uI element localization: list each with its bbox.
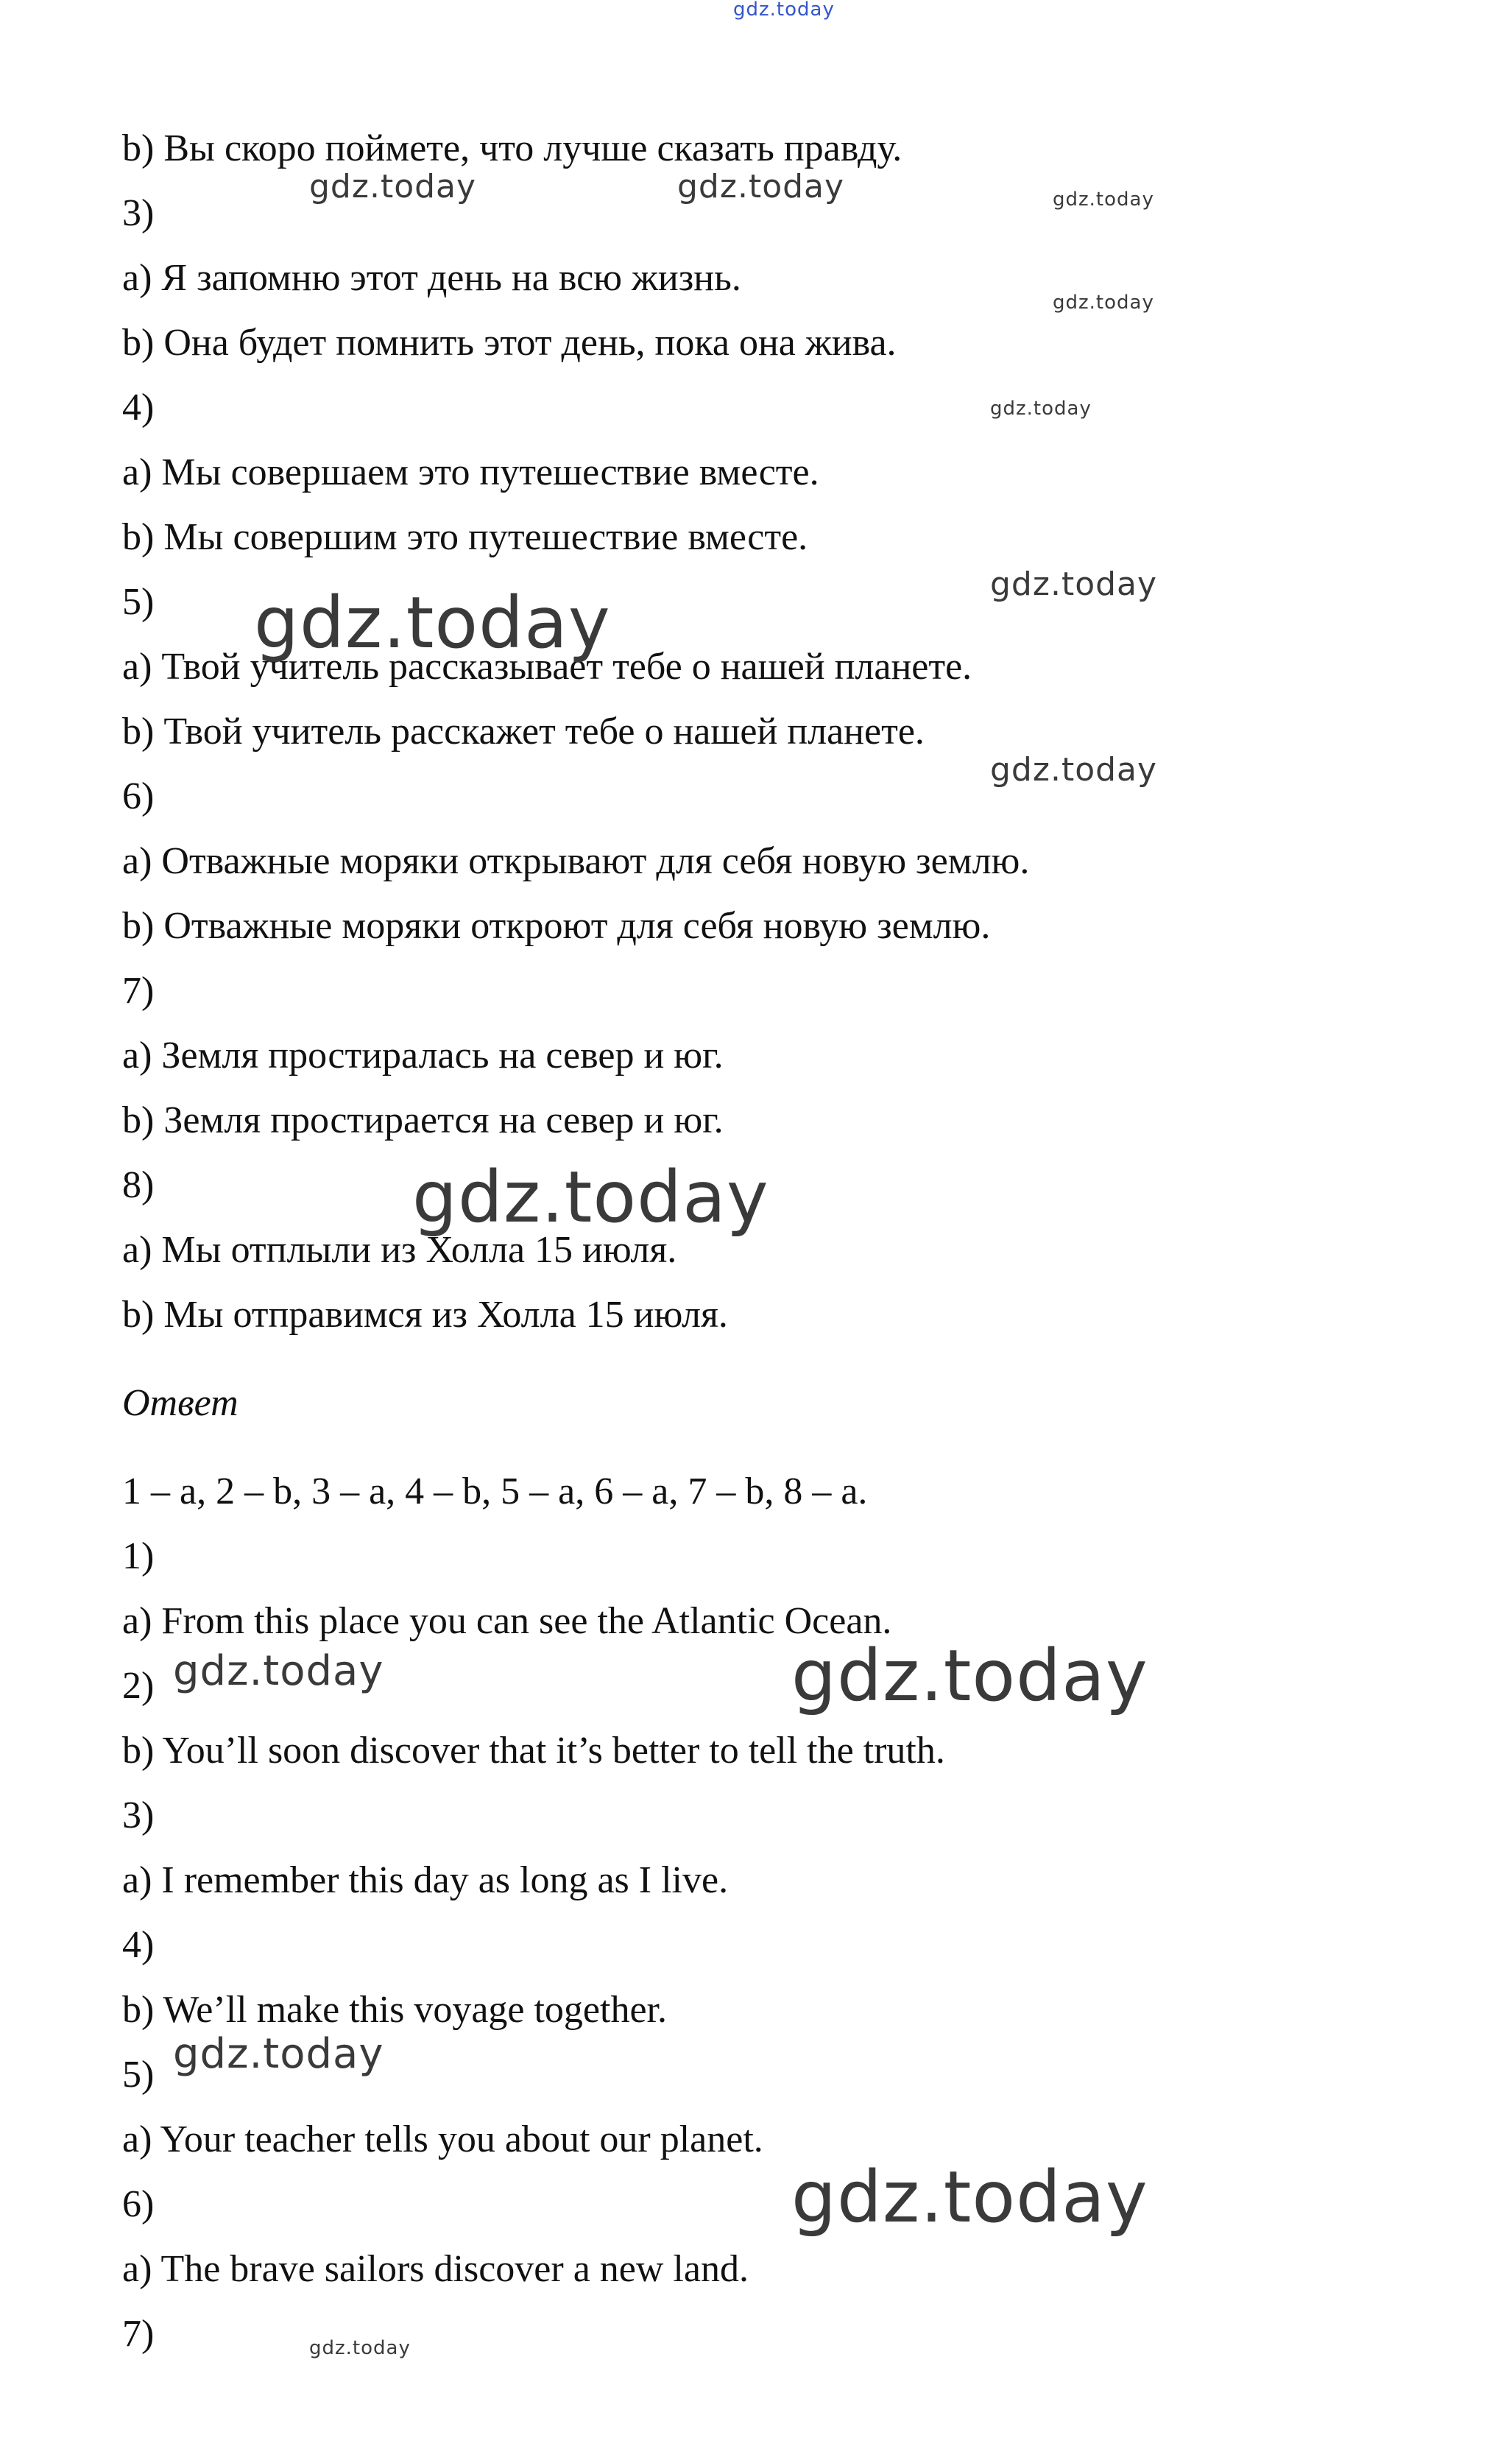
- watermark: gdz.today: [412, 1156, 769, 1239]
- text-line: a) Мы отплыли из Холла 15 июля.: [122, 1229, 677, 1271]
- text-line: a) Земля простиралась на север и юг.: [122, 1035, 724, 1077]
- answer-heading: Ответ: [122, 1382, 239, 1424]
- answer-line: 6): [122, 2183, 155, 2225]
- text-line: b) Отважные моряки откроют для себя новую землю.: [122, 905, 991, 947]
- watermark: gdz.today: [1053, 189, 1154, 211]
- watermark: gdz.today: [309, 168, 477, 205]
- answer-line: 7): [122, 2313, 155, 2355]
- answer-line: 2): [122, 1665, 155, 1707]
- text-line: 8): [122, 1164, 155, 1206]
- text-line: a) Отважные моряки открывают для себя новую землю.: [122, 840, 1030, 882]
- watermark: gdz.today: [173, 1647, 384, 1695]
- text-line: 6): [122, 775, 155, 817]
- text-line: a) Мы совершаем это путешествие вместе.: [122, 451, 819, 493]
- watermark: gdz.today: [309, 2337, 411, 2359]
- text-line: b) Земля простирается на север и юг.: [122, 1099, 724, 1141]
- text-line: b) Мы совершим это путешествие вместе.: [122, 516, 808, 558]
- answer-line: b) We’ll make this voyage together.: [122, 1989, 667, 2031]
- watermark: gdz.today: [677, 168, 845, 205]
- watermark: gdz.today: [173, 2030, 384, 2078]
- text-line: b) Она будет помнить этот день, пока она жива.: [122, 322, 897, 364]
- answer-line: a) From this place you can see the Atlantic Ocean.: [122, 1600, 892, 1642]
- text-line: 3): [122, 192, 155, 234]
- answer-line: 4): [122, 1924, 155, 1966]
- text-line: a) Я запомню этот день на всю жизнь.: [122, 257, 741, 299]
- text-line: 5): [122, 581, 155, 623]
- answer-line: a) The brave sailors discover a new land.: [122, 2248, 749, 2290]
- answer-key: 1 – a, 2 – b, 3 – a, 4 – b, 5 – a, 6 – a, 7 – b, 8 – a.: [122, 1470, 868, 1512]
- watermark: gdz.today: [990, 398, 1092, 420]
- answer-line: a) Your teacher tells you about our planet.: [122, 2118, 763, 2160]
- answer-line: 1): [122, 1535, 155, 1577]
- watermark: gdz.today: [990, 566, 1158, 603]
- watermark: gdz.today: [990, 751, 1158, 789]
- text-line: a) Твой учитель рассказывает тебе о нашей планете.: [122, 646, 972, 688]
- text-line: b) Вы скоро поймете, что лучше сказать правду.: [122, 127, 902, 169]
- text-line: b) Мы отправимся из Холла 15 июля.: [122, 1294, 728, 1336]
- watermark: gdz.today: [254, 582, 611, 664]
- text-line: 4): [122, 387, 155, 429]
- watermark: gdz.today: [1053, 292, 1154, 314]
- answer-line: 3): [122, 1794, 155, 1836]
- watermark: gdz.today: [791, 1635, 1148, 1717]
- watermark-top: gdz.today: [733, 0, 835, 21]
- answer-line: a) I remember this day as long as I live.: [122, 1859, 729, 1901]
- watermark: gdz.today: [791, 2156, 1148, 2238]
- text-line: 7): [122, 970, 155, 1012]
- text-line: b) Твой учитель расскажет тебе о нашей планете.: [122, 711, 925, 753]
- answer-line: b) You’ll soon discover that it’s better to tell the truth.: [122, 1730, 945, 1772]
- answer-line: 5): [122, 2054, 155, 2096]
